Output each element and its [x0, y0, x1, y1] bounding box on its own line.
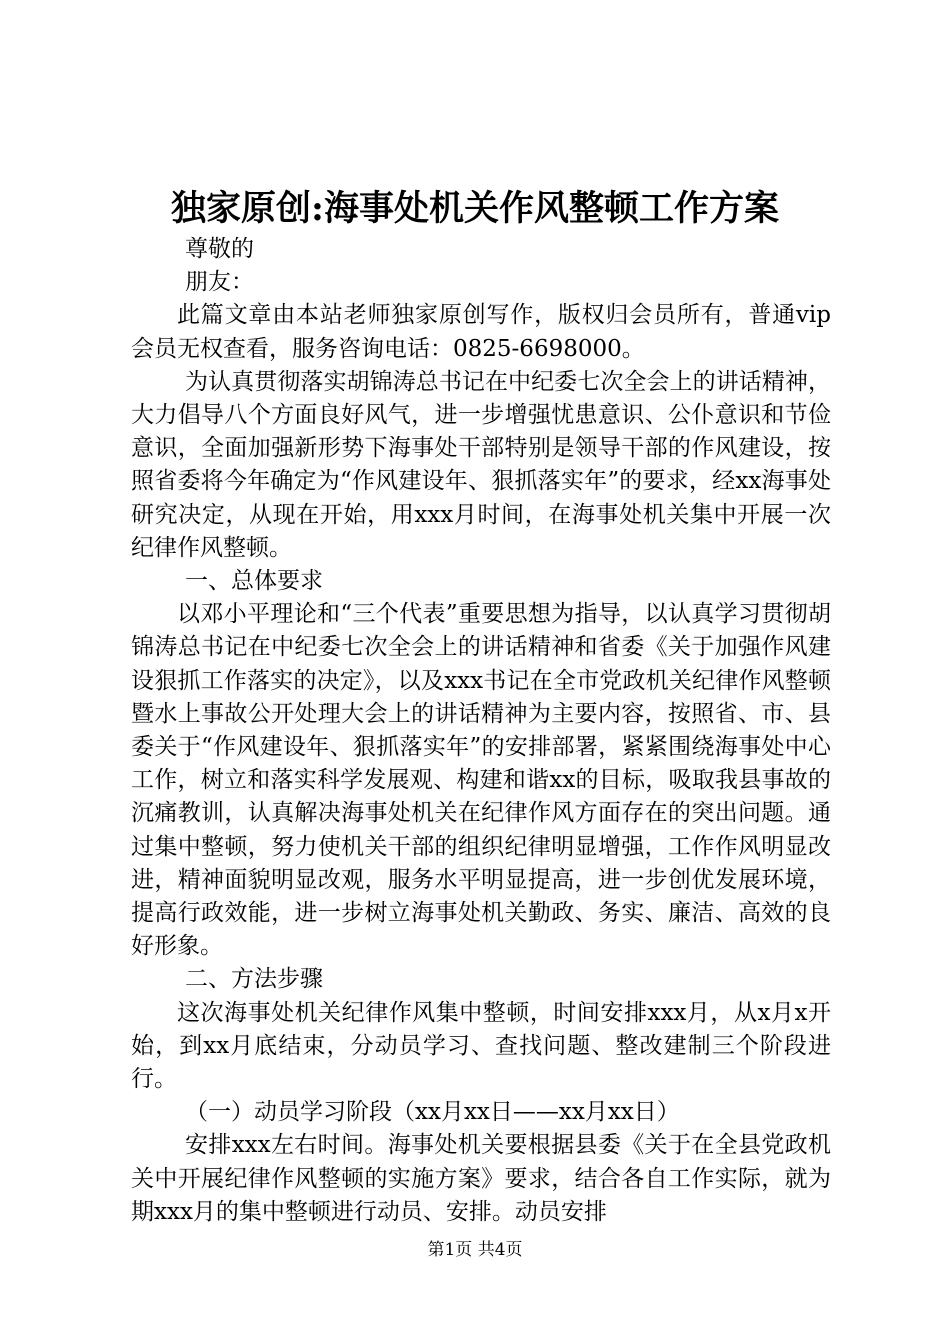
section-heading-steps: 二、方法步骤: [185, 966, 323, 993]
paragraph-notice: 此篇文章由本站老师独家原创写作，版权归会员所有，普通vip会员无权查看，服务咨询电话：0825-6698000。: [131, 302, 831, 362]
subsection-heading-mobilization: （一）动员学习阶段（xx月xx日——xx月xx日）: [185, 1099, 680, 1126]
section-heading-general-requirements: 一、总体要求: [185, 568, 323, 595]
salutation-line-1: 尊敬的: [185, 236, 254, 262]
page-title: 独家原创:海事处机关作风整顿工作方案: [171, 188, 779, 229]
paragraph-mobilization: 安排xxx左右时间。海事处机关要根据县委《关于在全县党政机关中开展纪律作风整顿的实施方案》要求，结合各自工作实际，就为期xxx月的集中整顿进行动员、安排。动员安排: [131, 1132, 831, 1225]
salutation-line-2: 朋友：: [185, 269, 254, 296]
paragraph-intro: 为认真贯彻落实胡锦涛总书记在中纪委七次全会上的讲话精神，大力倡导八个方面良好风气，进一步增强忧患意识、公仆意识和节俭意识，全面加强新形势下海事处干部特别是领导干部的作风建设，按照省委将今年确定为“作风建设年、狠抓落实年”的要求，经xx海事处研究决定，从现在开始，用xxx月时间，在海事处机关集中开展一次纪律作风整顿。: [131, 368, 831, 561]
paragraph-steps: 这次海事处机关纪律作风集中整顿，时间安排xxx月，从x月x开始，到xx月底结束，分动员学习、查找问题、整改建制三个阶段进行。: [131, 999, 831, 1093]
page-footer: 第1页 共4页: [427, 1240, 523, 1260]
paragraph-general-requirements: 以邓小平理论和“三个代表”重要思想为指导，以认真学习贯彻胡锦涛总书记在中纪委七次全会上的讲话精神和省委《关于加强作风建设狠抓工作落实的决定》，以及xxx书记在全市党政机关纪律作风整顿暨水上事故公开处理大会上的讲话精神为主要内容，按照省、市、县委关于“作风建设年、狠抓落实年”的安排部署，紧紧围绕海事处中心工作，树立和落实科学发展观、构建和谐xx的目标，吸取我县事故的沉痛教训，认真解决海事处机关在纪律作风方面存在的突出问题。通过集中整顿，努力使机关干部的组织纪律明显增强，工作作风明显改进，精神面貌明显改观，服务水平明显提高，进一步创优发展环境，提高行政效能，进一步树立海事处机关勤政、务实、廉洁、高效的良好形象。: [131, 601, 831, 960]
document-body: [131, 233, 831, 1229]
